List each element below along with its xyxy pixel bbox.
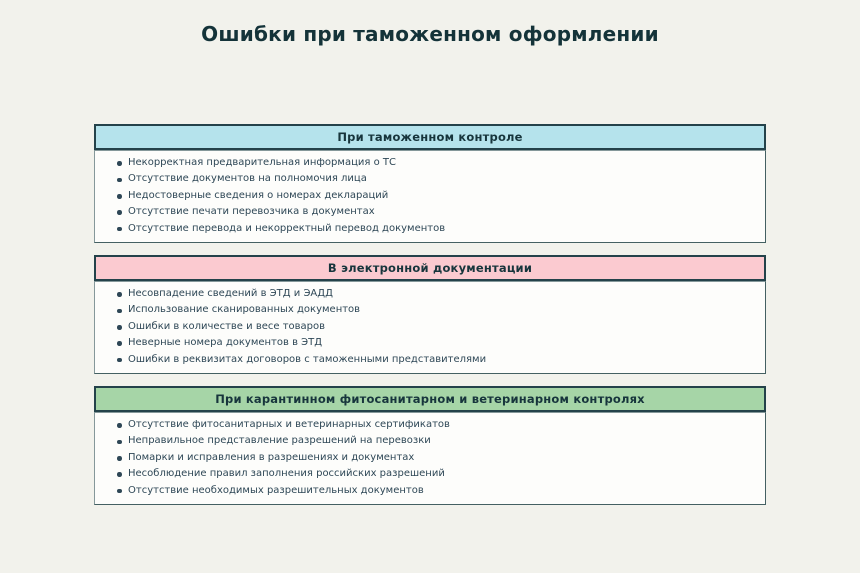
list-item: Отсутствие необходимых разрешительных документов bbox=[117, 483, 755, 499]
list-item: Ошибки в реквизитах договоров с таможенными представителями bbox=[117, 352, 755, 368]
page-title: Ошибки при таможенном оформлении bbox=[201, 22, 659, 46]
section-header-quarantine-controls bbox=[94, 386, 766, 412]
item-list bbox=[95, 286, 755, 368]
item-list bbox=[95, 417, 755, 499]
list-item: Отсутствие фитосанитарных и ветеринарных сертификатов bbox=[117, 417, 755, 433]
list-item: Ошибки в количестве и весе товаров bbox=[117, 319, 755, 335]
list-item: Недостоверные сведения о номерах деклараций bbox=[117, 188, 755, 204]
item-list bbox=[95, 155, 755, 237]
list-item: Неправильное представление разрешений на перевозки bbox=[117, 433, 755, 449]
list-item: Использование сканированных документов bbox=[117, 302, 755, 318]
section-title: В электронной документации bbox=[327, 261, 533, 276]
list-item: Несовпадение сведений в ЭТД и ЭАДД bbox=[117, 286, 755, 302]
sections-container bbox=[94, 124, 766, 505]
list-item: Отсутствие документов на полномочия лица bbox=[117, 171, 755, 187]
section-title: При карантинном фитосанитарном и ветеринарном контролях bbox=[215, 392, 645, 407]
list-item: Несоблюдение правил заполнения российских разрешений bbox=[117, 466, 755, 482]
list-item: Помарки и исправления в разрешениях и документах bbox=[117, 450, 755, 466]
section-title: При таможенном контроле bbox=[337, 130, 523, 144]
section-quarantine-controls bbox=[94, 386, 766, 505]
list-item: Некорректная предварительная информация о ТС bbox=[117, 155, 755, 171]
section-customs-control bbox=[94, 124, 766, 243]
section-body bbox=[94, 281, 766, 374]
list-item: Отсутствие перевода и некорректный перевод документов bbox=[117, 221, 755, 237]
list-item: Неверные номера документов в ЭТД bbox=[117, 335, 755, 351]
section-header-electronic-documentation bbox=[94, 255, 766, 281]
section-header-customs-control bbox=[94, 124, 766, 150]
list-item: Отсутствие печати перевозчика в документах bbox=[117, 204, 755, 220]
section-body bbox=[94, 150, 766, 243]
section-electronic-documentation bbox=[94, 255, 766, 374]
section-body bbox=[94, 412, 766, 505]
